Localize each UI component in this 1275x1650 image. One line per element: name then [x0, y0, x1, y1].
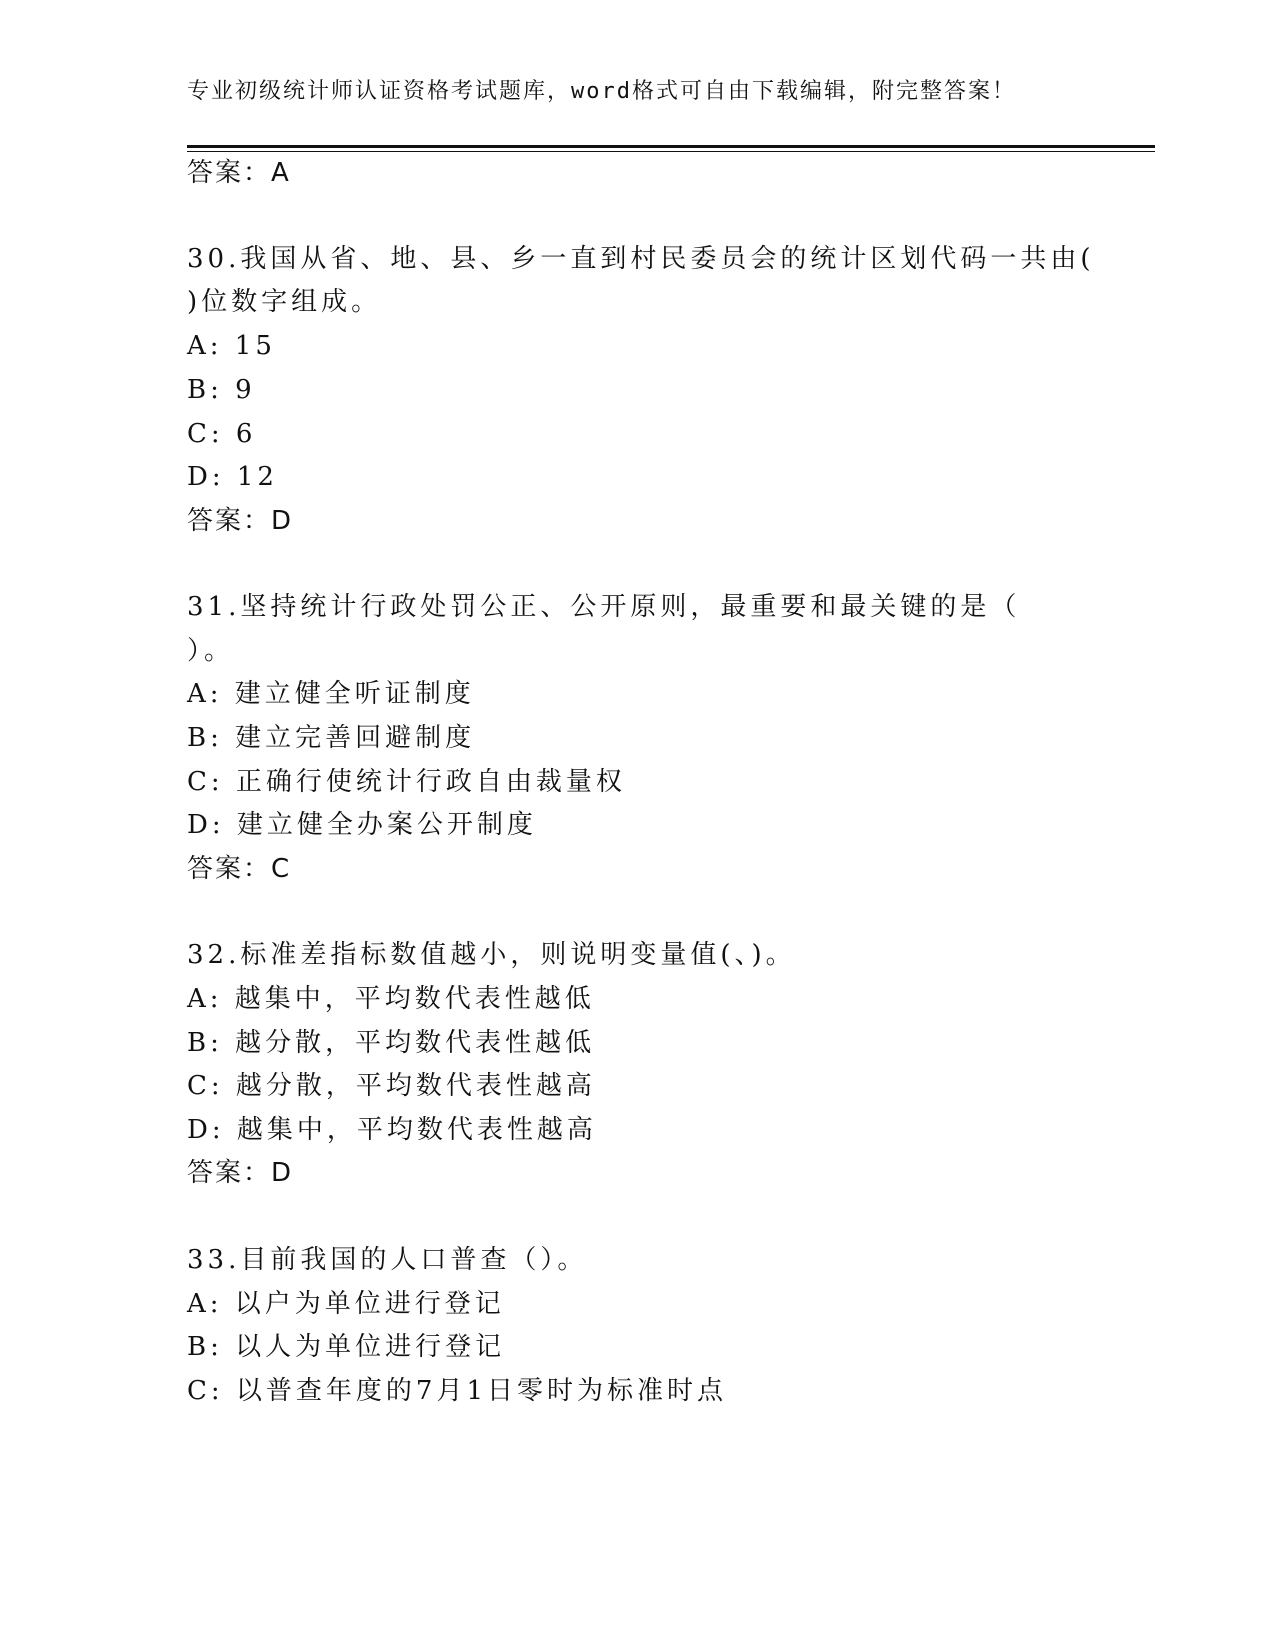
question-31-answer: 答案：C — [187, 854, 292, 884]
question-30-option-a: A: 15 — [187, 331, 276, 361]
question-32-option-d: D: 越集中，平均数代表性越高 — [187, 1115, 597, 1145]
question-31-option-b: B: 建立完善回避制度 — [187, 723, 476, 753]
question-30-stem-line2: )位数字组成。 — [187, 287, 382, 317]
question-33-option-c: C: 以普查年度的7月1日零时为标准时点 — [187, 1376, 728, 1406]
question-32-option-a: A: 越集中，平均数代表性越低 — [187, 984, 595, 1014]
question-30-stem-line1: 30.我国从省、地、县、乡一直到村民委员会的统计区划代码一共由( — [187, 244, 1095, 274]
page-header: 专业初级统计师认证资格考试题库，word格式可自由下载编辑，附完整答案！ — [187, 79, 1016, 104]
answer-29: 答案：A — [187, 158, 291, 188]
question-33-option-a: A: 以户为单位进行登记 — [187, 1289, 505, 1319]
question-31-stem-line1: 31.坚持统计行政处罚公正、公开原则，最重要和最关键的是（ — [187, 592, 1021, 622]
question-32-option-c: C: 越分散，平均数代表性越高 — [187, 1071, 596, 1101]
question-30-option-b: B: 9 — [187, 375, 256, 405]
question-31-option-c: C: 正确行使统计行政自由裁量权 — [187, 767, 626, 797]
question-31-option-d: D: 建立健全办案公开制度 — [187, 810, 537, 840]
question-31-stem-line2: ）。 — [187, 636, 235, 666]
question-30-answer: 答案：D — [187, 506, 294, 536]
question-30-option-c: C: 6 — [187, 419, 257, 449]
question-32-stem: 32.标准差指标数值越小，则说明变量值(、)。 — [187, 940, 796, 970]
question-31-option-a: A: 建立健全听证制度 — [187, 679, 475, 709]
question-33-option-b: B: 以人为单位进行登记 — [187, 1332, 506, 1362]
question-32-answer: 答案：D — [187, 1158, 294, 1188]
header-rule-thin — [187, 151, 1155, 152]
question-32-option-b: B: 越分散，平均数代表性越低 — [187, 1028, 596, 1058]
question-33-stem: 33.目前我国的人口普查（）。 — [187, 1245, 588, 1275]
question-30-option-d: D: 12 — [187, 462, 278, 492]
header-rule-thick — [187, 145, 1155, 148]
